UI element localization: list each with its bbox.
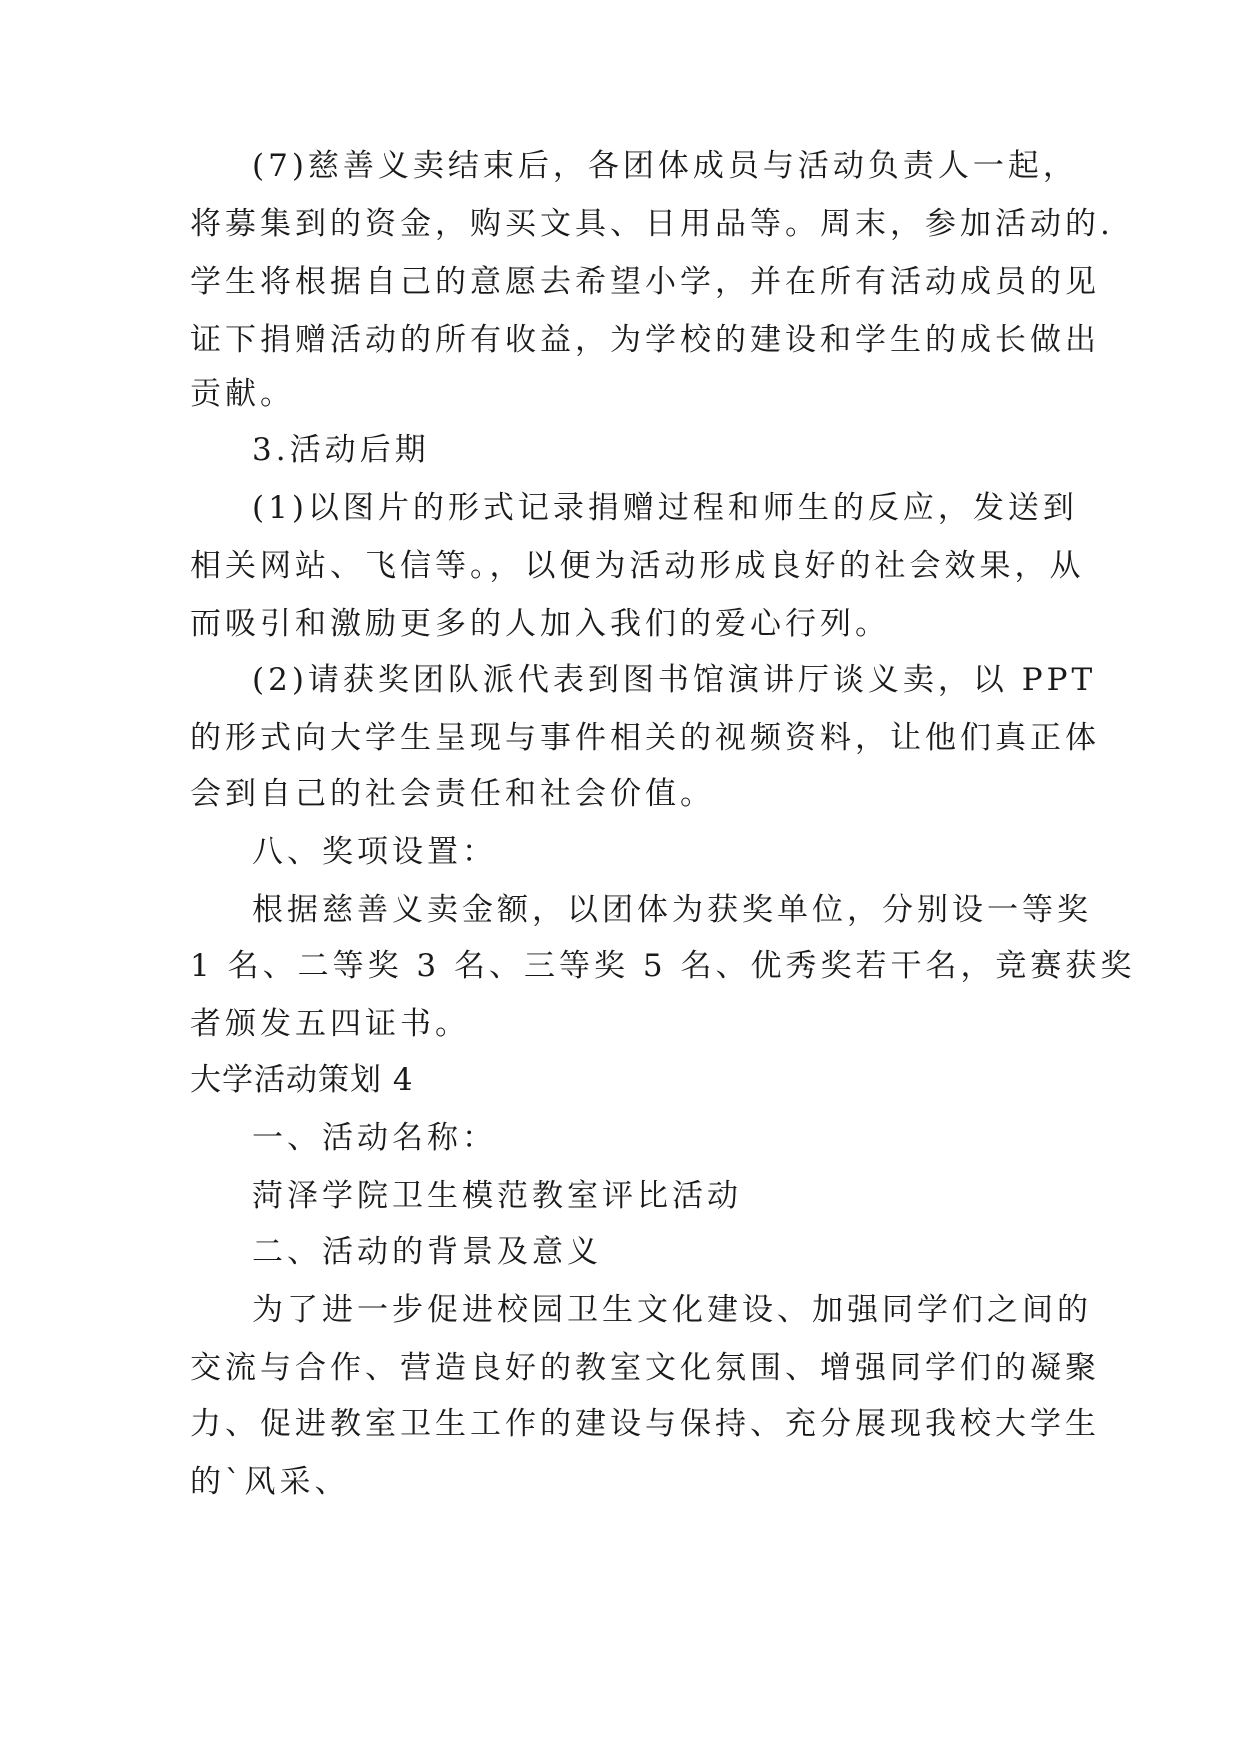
paragraph-line: 根据慈善义卖金额，以团体为获奖单位，分别设一等奖	[252, 892, 1092, 928]
paragraph-line: (1)以图片的形式记录捐赠过程和师生的反应，发送到	[252, 490, 1078, 526]
paragraph-line: 贡献。	[190, 376, 295, 412]
paragraph-line: (7)慈善义卖结束后，各团体成员与活动负责人一起，	[252, 148, 1078, 184]
paragraph-line: 证下捐赠活动的所有收益，为学校的建设和学生的成长做出	[190, 322, 1100, 358]
paragraph-line: 1 名、二等奖 3 名、三等奖 5 名、优秀奖若干名，竞赛获奖	[190, 948, 1136, 984]
section-heading: 3.活动后期	[252, 432, 430, 468]
paragraph-line: 菏泽学院卫生模范教室评比活动	[252, 1178, 742, 1214]
paragraph-line: 者颁发五四证书。	[190, 1006, 470, 1042]
paragraph-line: 相关网站、飞信等。，以便为活动形成良好的社会效果，从	[190, 548, 1085, 584]
paragraph-line: (2)请获奖团队派代表到图书馆演讲厅谈义卖，以 PPT	[252, 662, 1097, 698]
paragraph-line: 学生将根据自己的意愿去希望小学，并在所有活动成员的见	[190, 264, 1100, 300]
paragraph-line: 为了进一步促进校园卫生文化建设、加强同学们之间的	[252, 1292, 1092, 1328]
paragraph-line: 将募集到的资金，购买文具、日用品等。周末，参加活动的.	[190, 206, 1114, 242]
document-title: 大学活动策划 4	[190, 1062, 414, 1098]
section-heading: 二、活动的背景及意义	[252, 1234, 602, 1270]
paragraph-line: 会到自己的社会责任和社会价值。	[190, 776, 715, 812]
paragraph-line: 交流与合作、营造良好的教室文化氛围、增强同学们的凝聚	[190, 1350, 1100, 1386]
paragraph-line: 的形式向大学生呈现与事件相关的视频资料，让他们真正体	[190, 720, 1100, 756]
paragraph-line: 而吸引和激励更多的人加入我们的爱心行列。	[190, 606, 890, 642]
paragraph-line: 的`风采、	[190, 1464, 350, 1500]
paragraph-line: 力、促进教室卫生工作的建设与保持、充分展现我校大学生	[190, 1406, 1100, 1442]
section-heading: 八、奖项设置：	[252, 834, 497, 870]
section-heading: 一、活动名称：	[252, 1120, 497, 1156]
